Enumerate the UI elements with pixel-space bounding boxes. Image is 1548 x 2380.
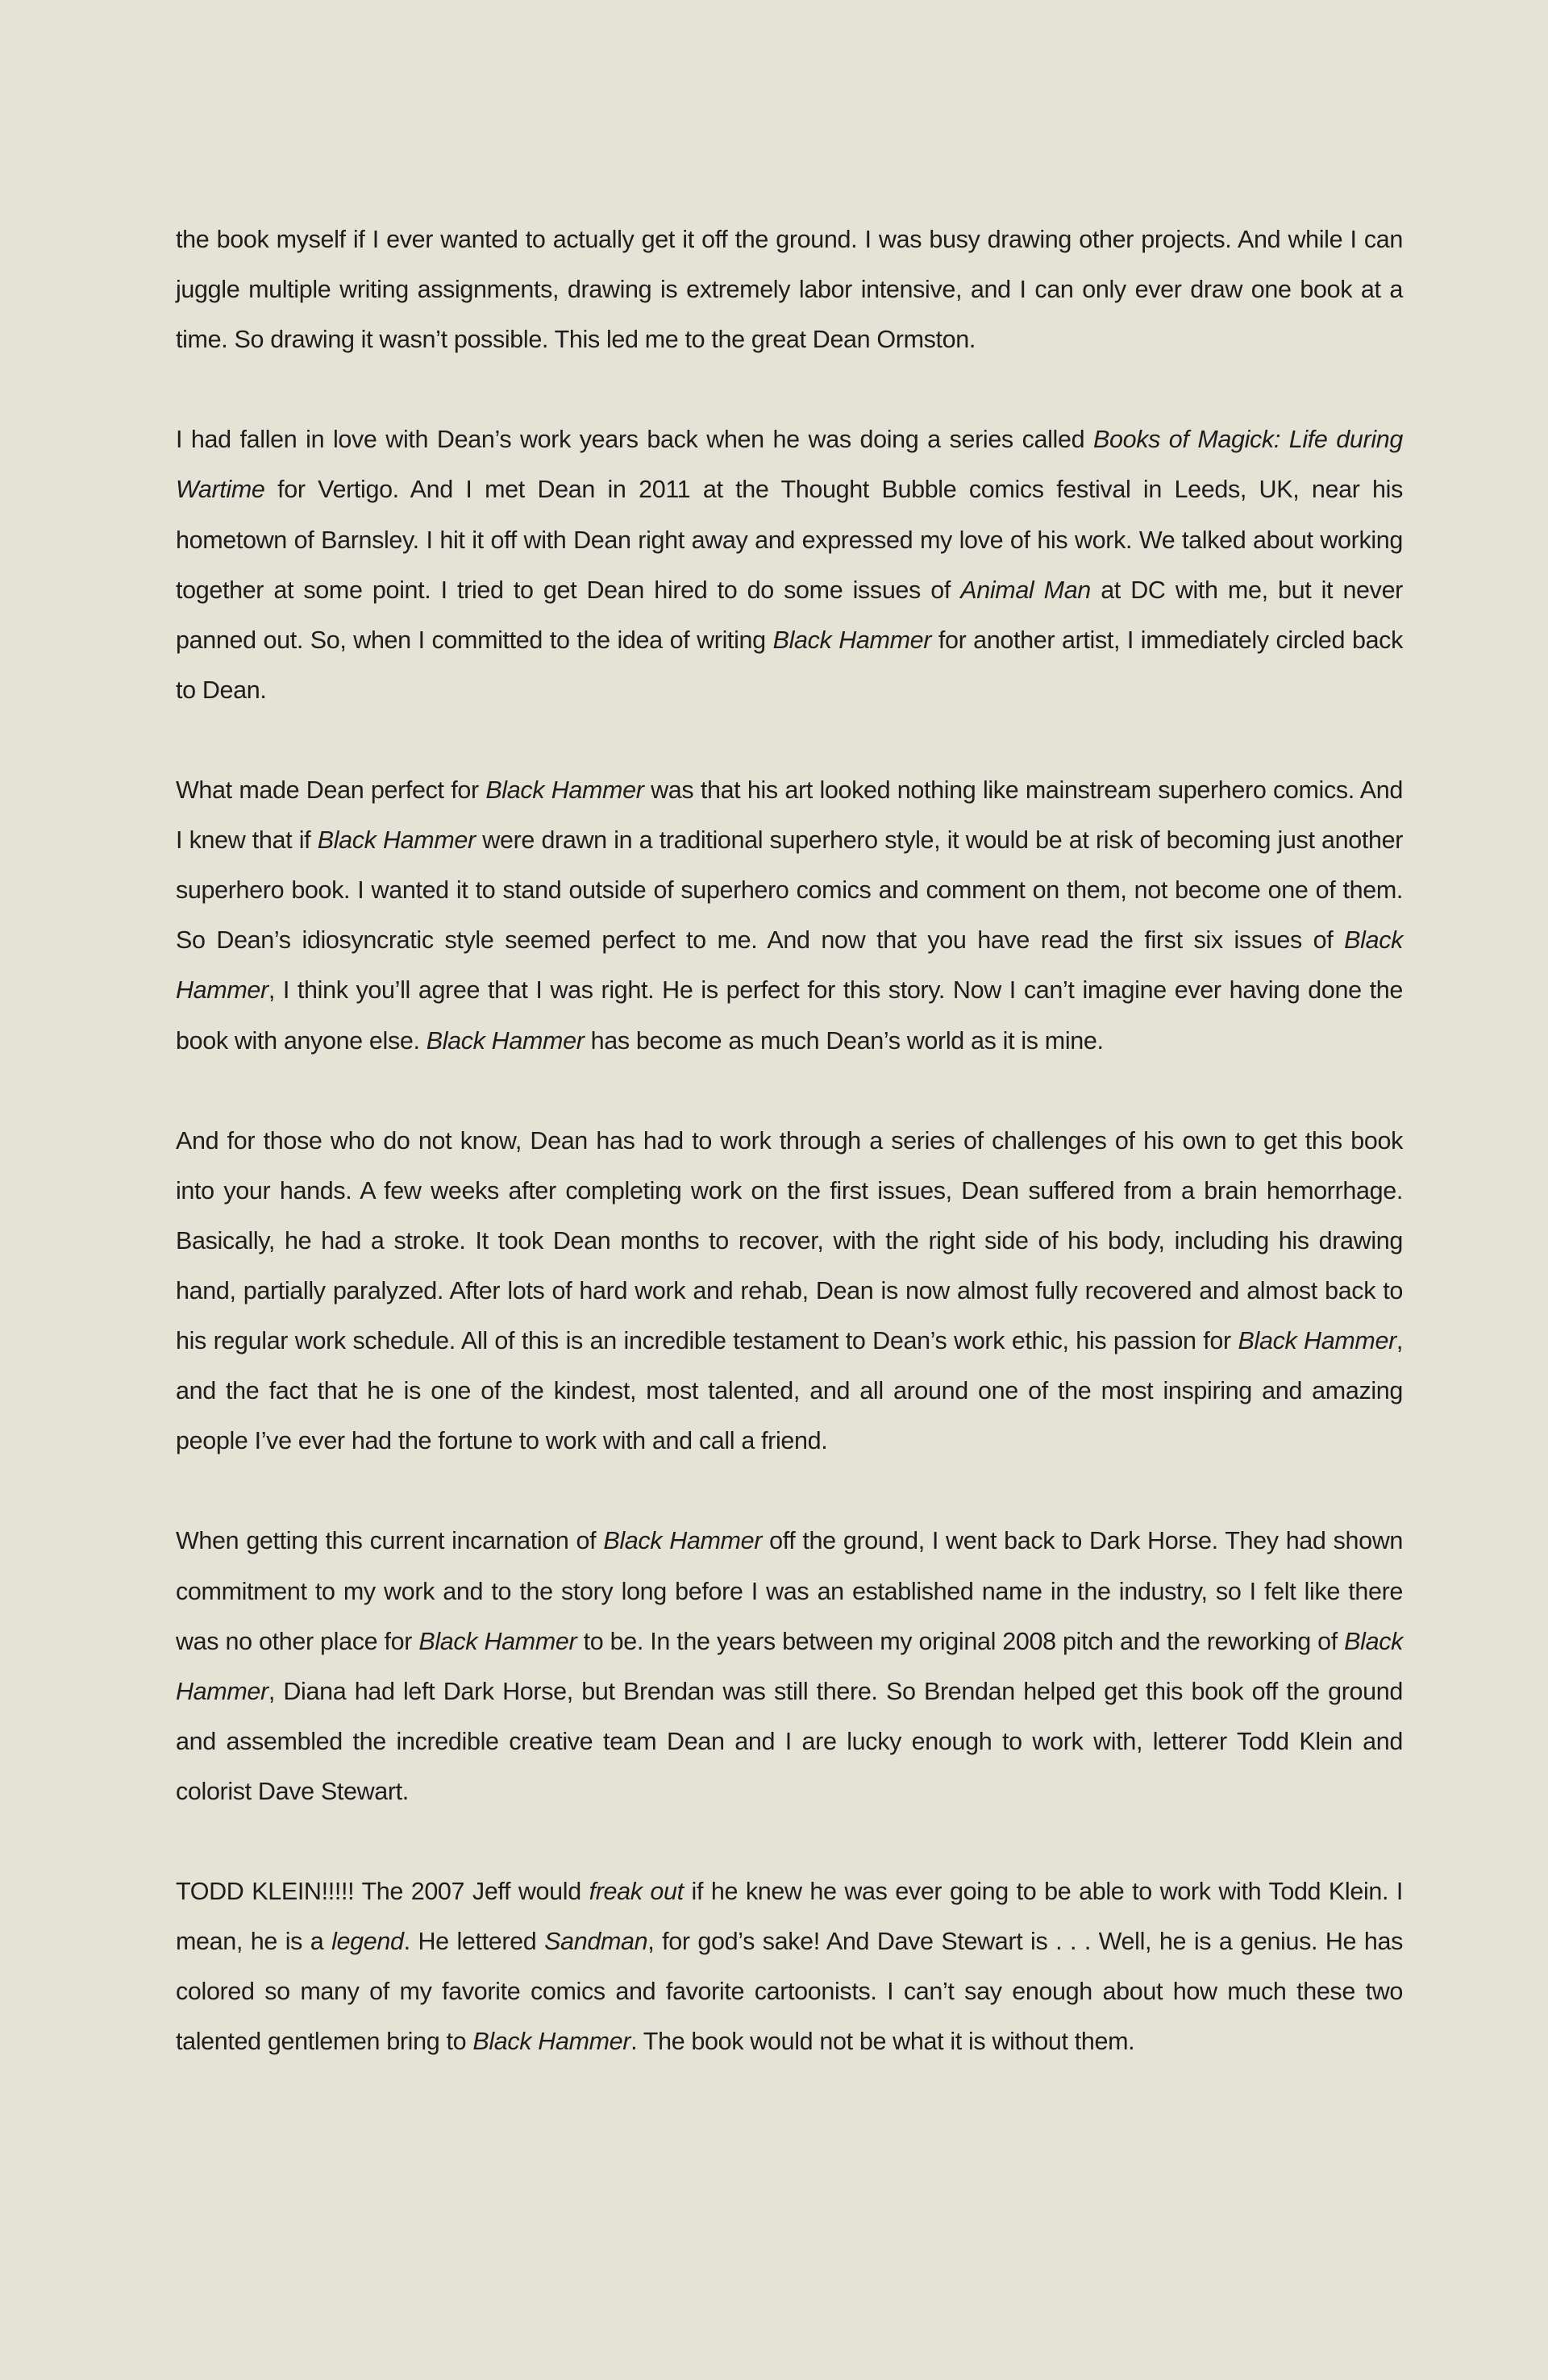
title-italic: Black Hammer: [485, 776, 644, 805]
paragraph-4: And for those who do not know, Dean has had to work through a series of challenges of his own to get this book into your hands. A few weeks after completing work on the first issues, Dean suffered from a brain hemorrhage. Basically, he had a stroke. It took Dean months to recover, with the right side of his body, including his drawing hand, partially paralyzed. After lots of hard work and rehab, Dean is now almost fully recovered and almost back to his regular work schedule. All of this is an incredible testament to Dean’s work ethic, his passion for Black Hammer, and the fact that he is one of the kindest, most talented, and all around one of the most inspiring and amazing people I’ve ever had the fortune to work with and call a friend.: [176, 1126, 1403, 1455]
paragraph-6: TODD KLEIN!!!!! The 2007 Jeff would freak out if he knew he was ever going to be able to work with Todd Klein. I mean, he is a legend. He lettered Sandman, for god’s sake! And Dave Stewart is . . . Well, he is a genius. He has colored so many of my favorite comics and favorite cartoonists. I can’t say enough about how much these two talented gentlemen bring to Black Hammer. The book would not be what it is without them.: [176, 1878, 1404, 2056]
emphasis-italic: legend: [331, 1928, 404, 1956]
title-italic: Black Hammer: [426, 1026, 585, 1055]
title-italic: Black Hammer: [317, 826, 476, 855]
paragraph-3: What made Dean perfect for Black Hammer was that his art looked nothing like mainstream superhero comics. And I knew that if Black Hammer were drawn in a traditional superhero style, it would be at risk of becoming just another superhero book. I wanted it to stand outside of superhero comics and comment on them, not become one of them. So Dean’s idiosyncratic style seemed perfect to me. And now that you have read the first six issues of Black Hammer, I think you’ll agree that I was right. He is perfect for this story. Now I can’t imagine ever having done the book with anyone else. Black Hammer has become as much Dean’s world as it is mine.: [176, 776, 1404, 1055]
title-italic: Black Hammer: [418, 1627, 577, 1655]
paragraph-5: When getting this current incarnation of Black Hammer off the ground, I went back to Dark Horse. They had shown commitment to my work and to the story long before I was an established name in the industry, so I felt like there was no other place for Black Hammer to be. In the years between my original 2008 pitch and the reworking of Black Hammer, Diana had left Dark Horse, but Brendan was still there. So Brendan helped get this book off the ground and assembled the incredible creative team Dean and I are lucky enough to work with, letterer Todd Klein and colorist Dave Stewart.: [176, 1527, 1404, 1805]
title-italic: Black Hammer: [176, 926, 1403, 1005]
title-italic: Sandman: [544, 1928, 648, 1956]
title-italic: Black Hammer: [603, 1527, 763, 1555]
title-italic: Black Hammer: [772, 626, 932, 654]
paragraph-1: the book myself if I ever wanted to actually get it off the ground. I was busy drawing other projects. And while I can juggle multiple writing assignments, drawing is extremely labor intensive, and I can only ever draw one book at a time. So drawing it wasn’t possible. This led me to the great Dean Ormston.: [176, 226, 1403, 354]
title-italic: Books of Magick: Life during Wartime: [176, 426, 1403, 504]
emphasis-italic: freak out: [589, 1878, 684, 1906]
paragraph-2: I had fallen in love with Dean’s work years back when he was doing a series called Books of Magick: Life during Wartime for Vertigo. And I met Dean in 2011 at the Thought Bubble comics festival in Leeds, UK, near his hometown of Barnsley. I hit it off with Dean right away and expressed my love of his work. We talked about working together at some point. I tried to get Dean hired to do some issues of Animal Man at DC with me, but it never panned out. So, when I committed to the idea of writing Black Hammer for another artist, I immediately circled back to Dean.: [176, 426, 1403, 704]
title-italic: Black Hammer: [472, 2028, 631, 2056]
title-italic: Black Hammer: [1238, 1327, 1396, 1355]
title-italic: Black Hammer: [176, 1627, 1404, 1705]
page-body: [176, 214, 1403, 2066]
title-italic: Animal Man: [960, 576, 1091, 604]
